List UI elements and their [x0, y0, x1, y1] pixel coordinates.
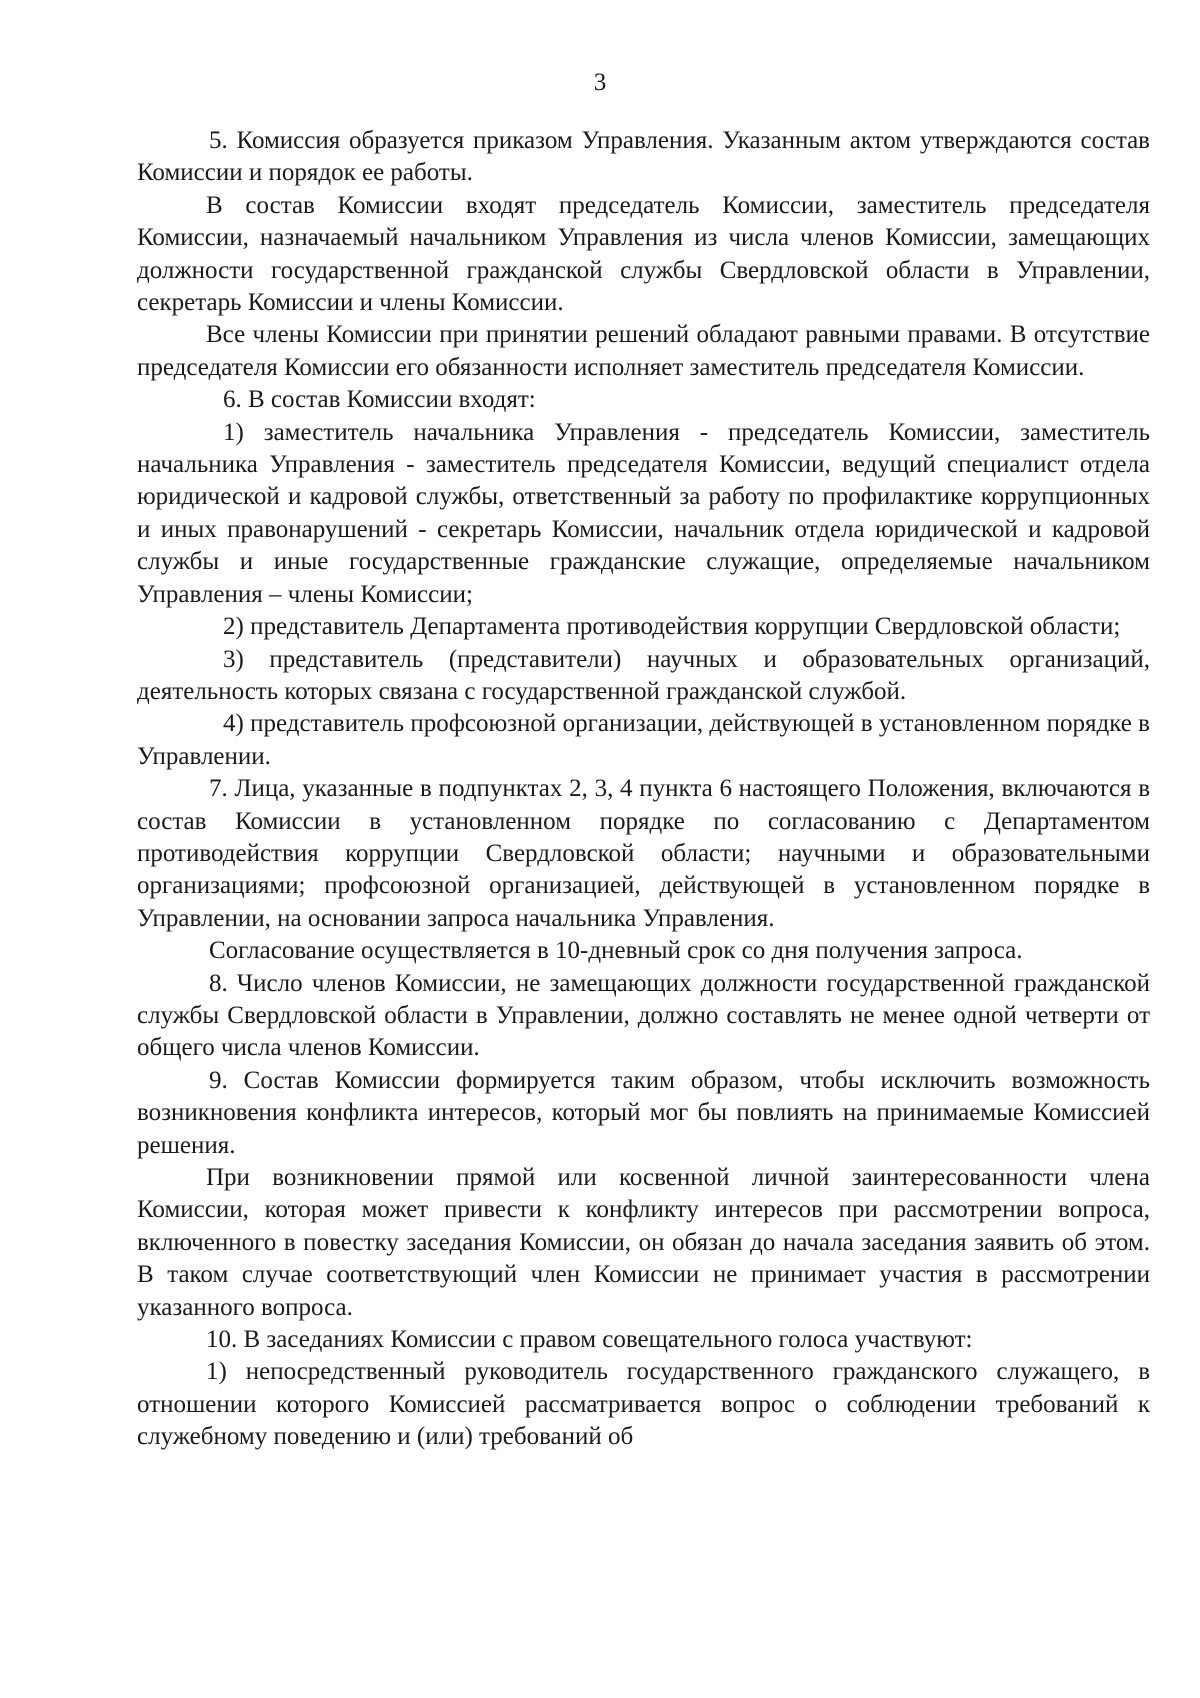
paragraph-5-equal-rights: Все члены Комиссии при принятии решений обладают равными правами. В отсутствие председателя Комиссии его обязанности исполняет заместитель председателя Комиссии. — [137, 321, 1150, 381]
paragraph-5-composition: В состав Комиссии входят председатель Комиссии, заместитель председателя Комиссии, назначаемый начальником Управления из числа членов Комиссии, замещающих должности государственной гражданской службы Свердловской области в Управлении, секретарь Комиссии и члены Комиссии. — [137, 191, 1150, 317]
paragraph-6-item-4: 4) представитель профсоюзной организации, действующей в установленном порядке в Управлении. — [137, 710, 1150, 770]
paragraph-7: 7. Лица, указанные в подпунктах 2, 3, 4 пункта 6 настоящего Положения, включаются в состав Комиссии в установленном порядке по согласованию с Департаментом противодействия коррупции Свердловской области; научными и образовательными организациями; профсоюзной организацией, действующей в установленном порядке в Управлении, на основании запроса начальника Управления. — [137, 775, 1150, 932]
paragraph-10-item-1: 1) непосредственный руководитель государственного гражданского служащего, в отношении которого Комиссией рассматривается вопрос о соблюдении требований к служебному поведению и (или) требований об — [137, 1358, 1150, 1451]
paragraph-6-item-2: 2) представитель Департамента противодействия коррупции Свердловской области; — [223, 613, 1121, 641]
paragraph-9: 9. Состав Комиссии формируется таким образом, чтобы исключить возможность возникновения конфликта интересов, который мог бы повлиять на принимаемые Комиссией решения. — [137, 1066, 1150, 1159]
page-number: 3 — [593, 69, 607, 96]
paragraph-6-item-1: 1) заместитель начальника Управления - председатель Комиссии, заместитель начальника Управления - заместитель председателя Комиссии, ведущий специалист отдела юридической и кадровой службы, ответственный за работу по профилактике коррупционных и иных правонарушений - секретарь Комиссии, начальник отдела юридической и кадровой службы и иные государственные гражданские служащие, определяемые начальником Управления – члены Комиссии; — [137, 418, 1150, 608]
paragraph-10: 10. В заседаниях Комиссии с правом совещательного голоса участвуют: — [206, 1326, 973, 1354]
paragraph-7-approval: Согласование осуществляется в 10-дневный срок со дня получения запроса. — [209, 937, 1023, 965]
paragraph-6: 6. В состав Комиссии входят: — [223, 386, 536, 414]
document-body — [137, 125, 1150, 1454]
paragraph-5: 5. Комиссия образуется приказом Управления. Указанным актом утверждаются состав Комиссии и порядок ее работы. — [137, 127, 1150, 187]
paragraph-6-item-3: 3) представитель (представители) научных и образовательных организаций, деятельность которых связана с государственной гражданской службой. — [137, 645, 1150, 705]
paragraph-8: 8. Число членов Комиссии, не замещающих должности государственной гражданской службы Свердловской области в Управлении, должно составлять не менее одной четверти от общего числа членов Комиссии. — [137, 969, 1150, 1062]
paragraph-9-conflict: При возникновении прямой или косвенной личной заинтересованности члена Комиссии, которая может привести к конфликту интересов при рассмотрении вопроса, включенного в повестку заседания Комиссии, он обязан до начала заседания заявить об этом. В таком случае соответствующий член Комиссии не принимает участия в рассмотрении указанного вопроса. — [137, 1164, 1150, 1321]
